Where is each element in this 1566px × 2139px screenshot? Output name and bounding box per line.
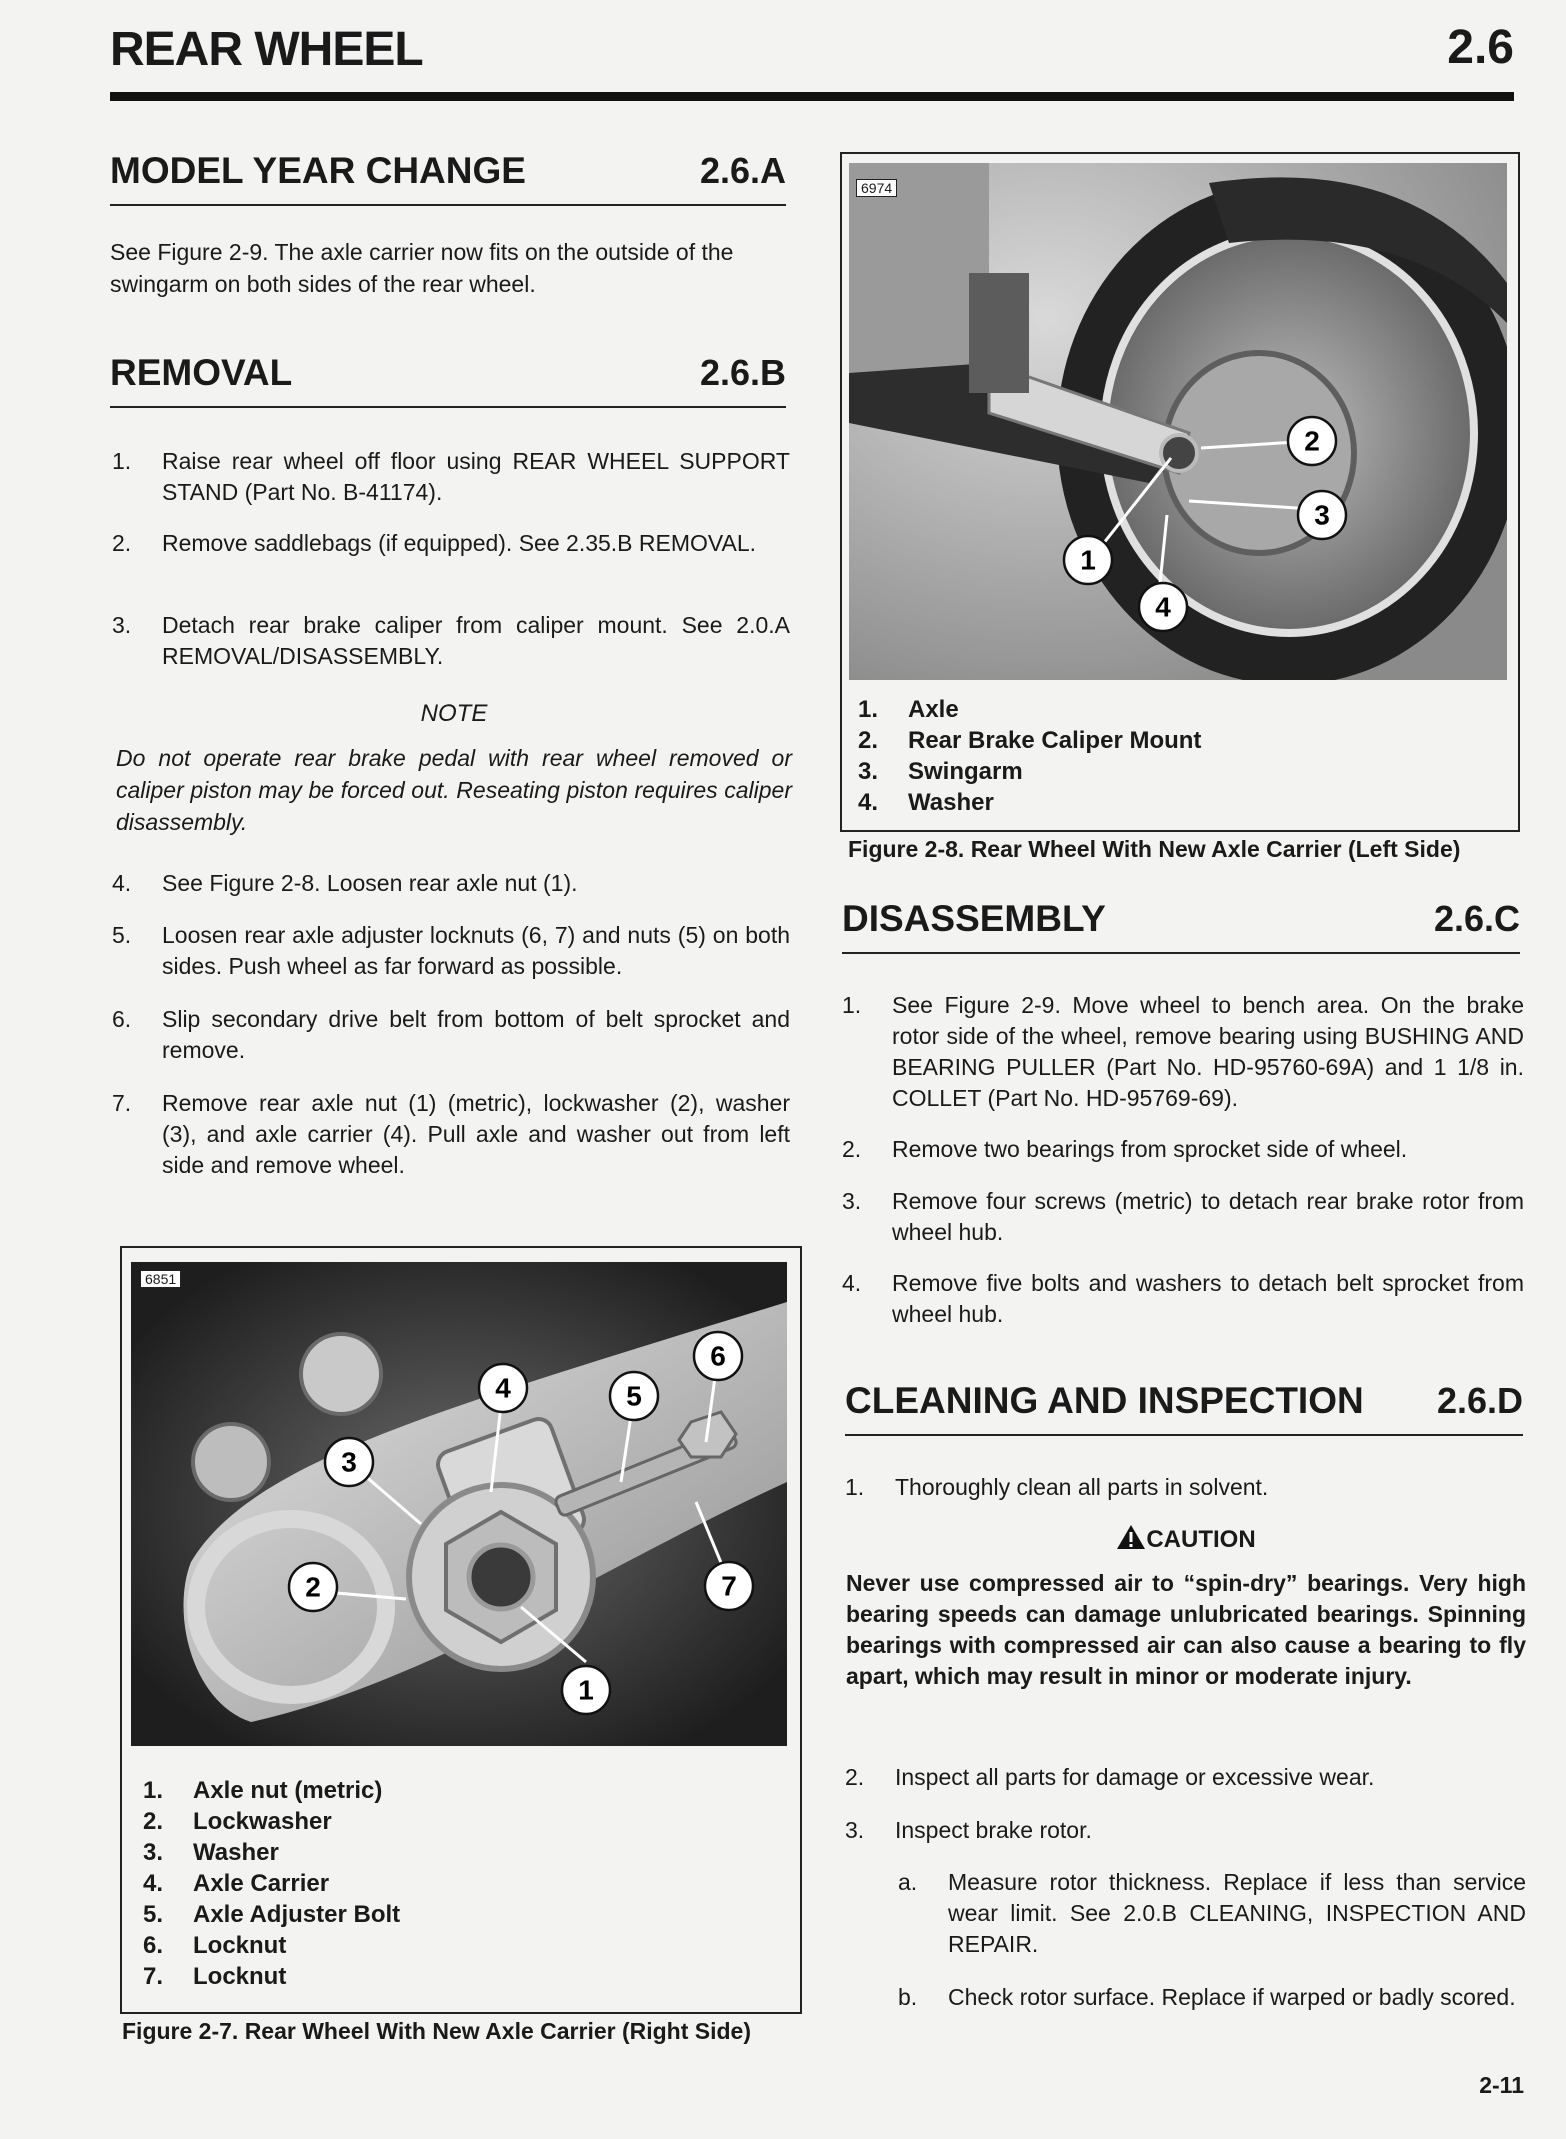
legend-item: 1. Axle nut (metric) [143,1777,383,1804]
disassembly-step: 3. Remove four screws (metric) to detach rear brake rotor from wheel hub. [842,1188,1524,1245]
svg-text:2: 2 [305,1571,321,1603]
callout-2 [289,1563,337,1611]
callout-1 [1064,536,1112,584]
removal-step: 7. Remove rear axle nut (1) (metric), lockwasher (2), washer (3), and axle carrier (4). Pull axle and washer out from left side and remove wheel. [112,1090,790,1178]
legend-item: 5. Axle Adjuster Bolt [143,1901,401,1928]
section-number: 2.6.B [699,352,786,393]
legend-item: 1. Axle [858,696,959,723]
callout-1 [562,1666,610,1714]
cleaning-substep: b. Check rotor surface. Replace if warped or badly scored. [898,1984,1516,2010]
legend-item: 3. Swingarm [858,758,1023,785]
svg-text:4: 4 [495,1372,511,1404]
section-heading-cleaning-inspection [845,1380,1523,1436]
removal-step: 6. Slip secondary drive belt from bottom of belt sprocket and remove. [112,1006,790,1063]
caution-heading: CAUTION [846,1524,1526,1554]
removal-step: 5. Loosen rear axle adjuster locknuts (6, 7) and nuts (5) on both sides. Push wheel as far forward as possible. [112,922,790,979]
note-heading: NOTE [420,700,488,727]
svg-text:7: 7 [721,1570,737,1602]
legend-item: 6. Locknut [143,1932,287,1959]
section-heading-model-year-change [110,150,786,206]
svg-text:2: 2 [1304,425,1320,457]
section-number: 2.6.A [699,150,786,191]
section-title: DISASSEMBLY [842,898,1106,939]
figure-2-8-caption: Figure 2-8. Rear Wheel With New Axle Carrier (Left Side) [848,836,1461,862]
section-number: 2.6.C [1433,898,1520,939]
figure-2-7-legend [143,1775,400,1992]
caution-body: Never use compressed air to “spin-dry” bearings. Very high bearing speeds can damage unlubricated bearings. Spinning bearings with compressed air can also cause a bearing to fly apart, which may result in minor or moderate injury. [846,1570,1526,1689]
figure-2-8-id: 6974 [856,179,897,197]
legend-item: 4. Axle Carrier [143,1870,330,1897]
figure-2-8-legend [858,694,1201,818]
svg-text:5: 5 [626,1380,642,1412]
callout-2 [1288,417,1336,465]
section-heading-removal [110,352,786,408]
cleaning-step: 3. Inspect brake rotor. [845,1817,1092,1843]
callout-7 [705,1562,753,1610]
legend-item: 2. Rear Brake Caliper Mount [858,727,1202,754]
svg-text:4: 4 [1155,591,1171,623]
caution-block [846,1524,1526,1692]
disassembly-step: 2. Remove two bearings from sprocket side of wheel. [842,1136,1408,1162]
removal-step: 2. Remove saddlebags (if equipped). See 2.35.B REMOVAL. [112,530,757,556]
note-block [116,700,792,838]
section-title: MODEL YEAR CHANGE [110,150,526,191]
model-year-text: See Figure 2-9. The axle carrier now fits on the outside of the swingarm on both sides of the rear wheel. [110,239,734,297]
figure-2-7-id: 6851 [140,1270,181,1288]
legend-item: 4. Washer [858,789,994,816]
page-header-title: REAR WHEEL [110,23,423,76]
svg-text:3: 3 [1314,499,1330,531]
legend-item: 7. Locknut [143,1963,287,1990]
cleaning-step: 2. Inspect all parts for damage or excessive wear. [845,1764,1375,1790]
callout-5 [610,1372,658,1420]
callout-3 [1298,491,1346,539]
note-body: Do not operate rear brake pedal with rear wheel removed or caliper piston may be forced out. Reseating piston requires caliper disassembly. [116,745,792,835]
disassembly-step: 4. Remove five bolts and washers to detach belt sprocket from wheel hub. [842,1270,1524,1327]
legend-item: 2. Lockwasher [143,1808,332,1835]
removal-step: 1. Raise rear wheel off floor using REAR WHEEL SUPPORT STAND (Part No. B-41174). [112,448,790,505]
figure-2-8-callouts [849,163,1507,680]
section-title: CLEANING AND INSPECTION [845,1380,1364,1421]
callout-4 [1139,583,1187,631]
figure-2-7-callouts [131,1262,787,1746]
removal-step: 4. See Figure 2-8. Loosen rear axle nut (1). [112,870,578,896]
section-title: REMOVAL [110,352,293,393]
removal-step: 3. Detach rear brake caliper from caliper mount. See 2.0.A REMOVAL/DISASSEMBLY. [112,612,790,669]
figure-2-7-caption: Figure 2-7. Rear Wheel With New Axle Carrier (Right Side) [122,2018,752,2044]
legend-item: 3. Washer [143,1839,279,1866]
header-rule [110,92,1514,101]
cleaning-step: 1. Thoroughly clean all parts in solvent. [845,1474,1269,1500]
section-heading-disassembly [842,898,1520,954]
callout-6 [694,1332,742,1380]
svg-text:6: 6 [710,1340,726,1372]
svg-text:1: 1 [578,1674,594,1706]
svg-text:3: 3 [341,1446,357,1478]
section-number: 2.6.D [1436,1380,1523,1421]
callout-4 [479,1364,527,1412]
callout-3 [325,1438,373,1486]
svg-text:1: 1 [1080,544,1096,576]
page-header-section: 2.6 [1447,21,1514,74]
disassembly-step: 1. See Figure 2-9. Move wheel to bench area. On the brake rotor side of the wheel, remove bearing using BUSHING AND BEARING PULLER (Part No. HD-95760-69A) and 1 1/8 in. COLLET (Part No. HD-95769-69). [842,992,1524,1111]
page-number: 2-11 [1479,2072,1524,2098]
warning-triangle-icon [1116,1524,1146,1550]
cleaning-substep: a. Measure rotor thickness. Replace if less than service wear limit. See 2.0.B CLEANING, INSPECTION AND REPAIR. [898,1869,1526,1957]
